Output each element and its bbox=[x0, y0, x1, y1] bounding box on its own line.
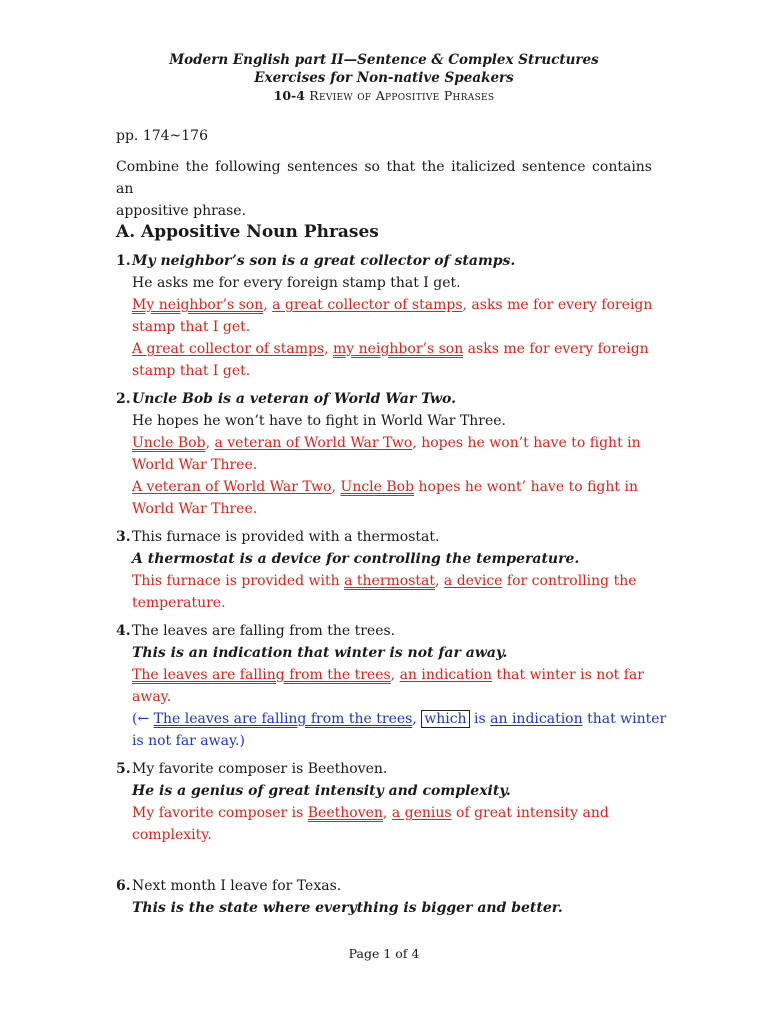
instructions-line: Combine the following sentences so that the italicized sentence contains an bbox=[116, 159, 652, 197]
base-sentence: Next month I leave for Texas. bbox=[132, 878, 342, 894]
base-sentence: He asks me for every foreign stamp that I get. bbox=[132, 275, 461, 291]
answer-line: away. bbox=[132, 689, 172, 705]
answer-line: The leaves are falling from the trees, an indication that winter is not far bbox=[132, 667, 644, 683]
answer-line: This furnace is provided with a thermostat, a device for controlling the bbox=[132, 573, 637, 589]
explanation-line: is not far away.) bbox=[132, 733, 245, 749]
item-number: 5. bbox=[116, 761, 131, 777]
section-title bbox=[116, 222, 379, 242]
base-sentence: He hopes he won’t have to fight in World War Three. bbox=[132, 413, 507, 429]
base-sentence: The leaves are falling from the trees. bbox=[132, 623, 396, 639]
base-sentence: This furnace is provided with a thermostat. bbox=[132, 529, 440, 545]
item-number: 3. bbox=[116, 529, 131, 545]
instructions-line: appositive phrase. bbox=[116, 203, 247, 219]
section-number: 10-4 bbox=[273, 88, 305, 103]
italic-sentence: He is a genius of great intensity and complexity. bbox=[132, 783, 511, 799]
doc-section-heading bbox=[0, 88, 768, 103]
item-number: 1. bbox=[116, 253, 131, 269]
answer-line: Uncle Bob, a veteran of World War Two, hopes he won’t have to fight in bbox=[132, 435, 641, 451]
item-number: 6. bbox=[116, 878, 131, 894]
answer-line: A veteran of World War Two, Uncle Bob hopes he wont’ have to fight in bbox=[132, 479, 638, 495]
italic-sentence: My neighbor’s son is a great collector of stamps. bbox=[132, 253, 516, 269]
answer-line: My neighbor’s son, a great collector of stamps, asks me for every foreign bbox=[132, 297, 653, 313]
section-title-text: Appositive Noun Phrases bbox=[141, 222, 379, 242]
instructions bbox=[116, 156, 652, 222]
answer-line: A great collector of stamps, my neighbor’s son asks me for every foreign bbox=[132, 341, 649, 357]
doc-title: Modern English part II—Sentence & Complex Structures bbox=[169, 52, 599, 68]
page-reference: pp. 174~176 bbox=[116, 128, 208, 144]
answer-line: My favorite composer is Beethoven, a genius of great intensity and bbox=[132, 805, 609, 821]
section-name: Review of Appositive Phrases bbox=[309, 88, 495, 103]
page-footer: Page 1 of 4 bbox=[348, 946, 420, 961]
explanation-line: (← The leaves are falling from the trees, which is an indication that winter bbox=[132, 711, 667, 727]
answer-line: stamp that I get. bbox=[132, 363, 251, 379]
section-letter: A. bbox=[116, 222, 136, 242]
item-number: 4. bbox=[116, 623, 131, 639]
base-sentence: My favorite composer is Beethoven. bbox=[132, 761, 388, 777]
item-number: 2. bbox=[116, 391, 131, 407]
relative-pronoun-box: which bbox=[421, 710, 469, 728]
doc-subtitle: Exercises for Non-native Speakers bbox=[254, 70, 514, 86]
answer-line: complexity. bbox=[132, 827, 212, 843]
italic-sentence: This is an indication that winter is not far away. bbox=[132, 645, 508, 661]
italic-sentence: A thermostat is a device for controlling the temperature. bbox=[132, 551, 580, 567]
answer-line: temperature. bbox=[132, 595, 226, 611]
italic-sentence: This is the state where everything is bigger and better. bbox=[132, 900, 563, 916]
answer-line: World War Three. bbox=[132, 457, 258, 473]
italic-sentence: Uncle Bob is a veteran of World War Two. bbox=[132, 391, 457, 407]
answer-line: World War Three. bbox=[132, 501, 258, 517]
answer-line: stamp that I get. bbox=[132, 319, 251, 335]
